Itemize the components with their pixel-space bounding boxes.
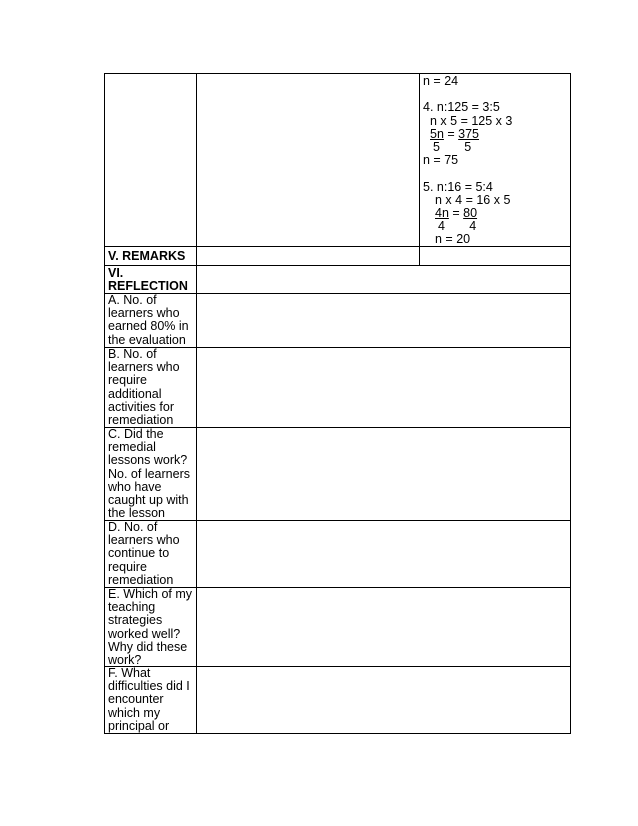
solution-steps	[419, 74, 570, 246]
empty-middle-cell	[197, 74, 420, 246]
lesson-plan-table	[104, 73, 571, 734]
reflection-item-d	[104, 521, 571, 588]
problem-4-step2-left: 5n	[430, 126, 444, 141]
problem-5-header: 5. n:16 = 5:4	[423, 179, 493, 194]
empty-label-cell	[105, 74, 197, 246]
answer-cell-f	[197, 667, 570, 733]
row-label-e: E. Which of my teaching strategies worked well? Why did these work?	[105, 588, 197, 666]
problem-5-result: n = 20	[435, 232, 471, 247]
problem-5-step2-eq: =	[448, 205, 464, 220]
reflection-item-c	[104, 428, 571, 521]
reflection-item-a	[104, 294, 571, 348]
solution-line-n24: n = 24	[423, 74, 459, 88]
solutions-row	[104, 73, 571, 247]
problem-4-step2-eq: =	[443, 126, 459, 141]
remarks-cell	[197, 247, 570, 265]
row-label-remarks: V. REMARKS	[105, 247, 197, 265]
problem-5-step2-left: 4n	[435, 205, 449, 220]
answer-cell-a	[197, 294, 570, 347]
problem-5-step3: 4 4	[438, 219, 477, 234]
problem-4-header: 4. n:125 = 3:5	[423, 100, 500, 115]
row-label-b: B. No. of learners who require additional activities for remediation	[105, 348, 197, 427]
row-label-reflection: VI. REFLECTION	[105, 266, 197, 293]
answer-cell-b	[197, 348, 570, 427]
answer-cell-c	[197, 428, 570, 520]
row-label-a: A. No. of learners who earned 80% in the evaluation	[105, 294, 197, 347]
row-label-d: D. No. of learners who continue to require remediation	[105, 521, 197, 587]
problem-4-step2-right: 375	[458, 126, 480, 141]
reflection-item-e	[104, 588, 571, 667]
problem-4-step1: n x 5 = 125 x 3	[430, 113, 513, 128]
problem-4-step3: 5 5	[433, 139, 472, 154]
remarks-middle-cell	[197, 247, 420, 265]
solutions-cell	[197, 74, 570, 246]
problem-5-step2-right: 80	[463, 205, 478, 220]
reflection-item-b	[104, 348, 571, 428]
reflection-item-f	[104, 667, 571, 734]
problem-5-step1: n x 4 = 16 x 5	[435, 192, 511, 207]
reflection-row	[104, 266, 571, 294]
row-label-c: C. Did the remedial lessons work? No. of learners who have caught up with the lesson	[105, 428, 197, 520]
answer-cell-d	[197, 521, 570, 587]
problem-4-step2	[423, 128, 566, 141]
remarks-row	[104, 247, 571, 266]
problem-4-result: n = 75	[423, 153, 459, 168]
row-label-f: F. What difficulties did I encounter which my principal or	[105, 667, 197, 733]
answer-cell-e	[197, 588, 570, 666]
reflection-cell	[197, 266, 570, 293]
